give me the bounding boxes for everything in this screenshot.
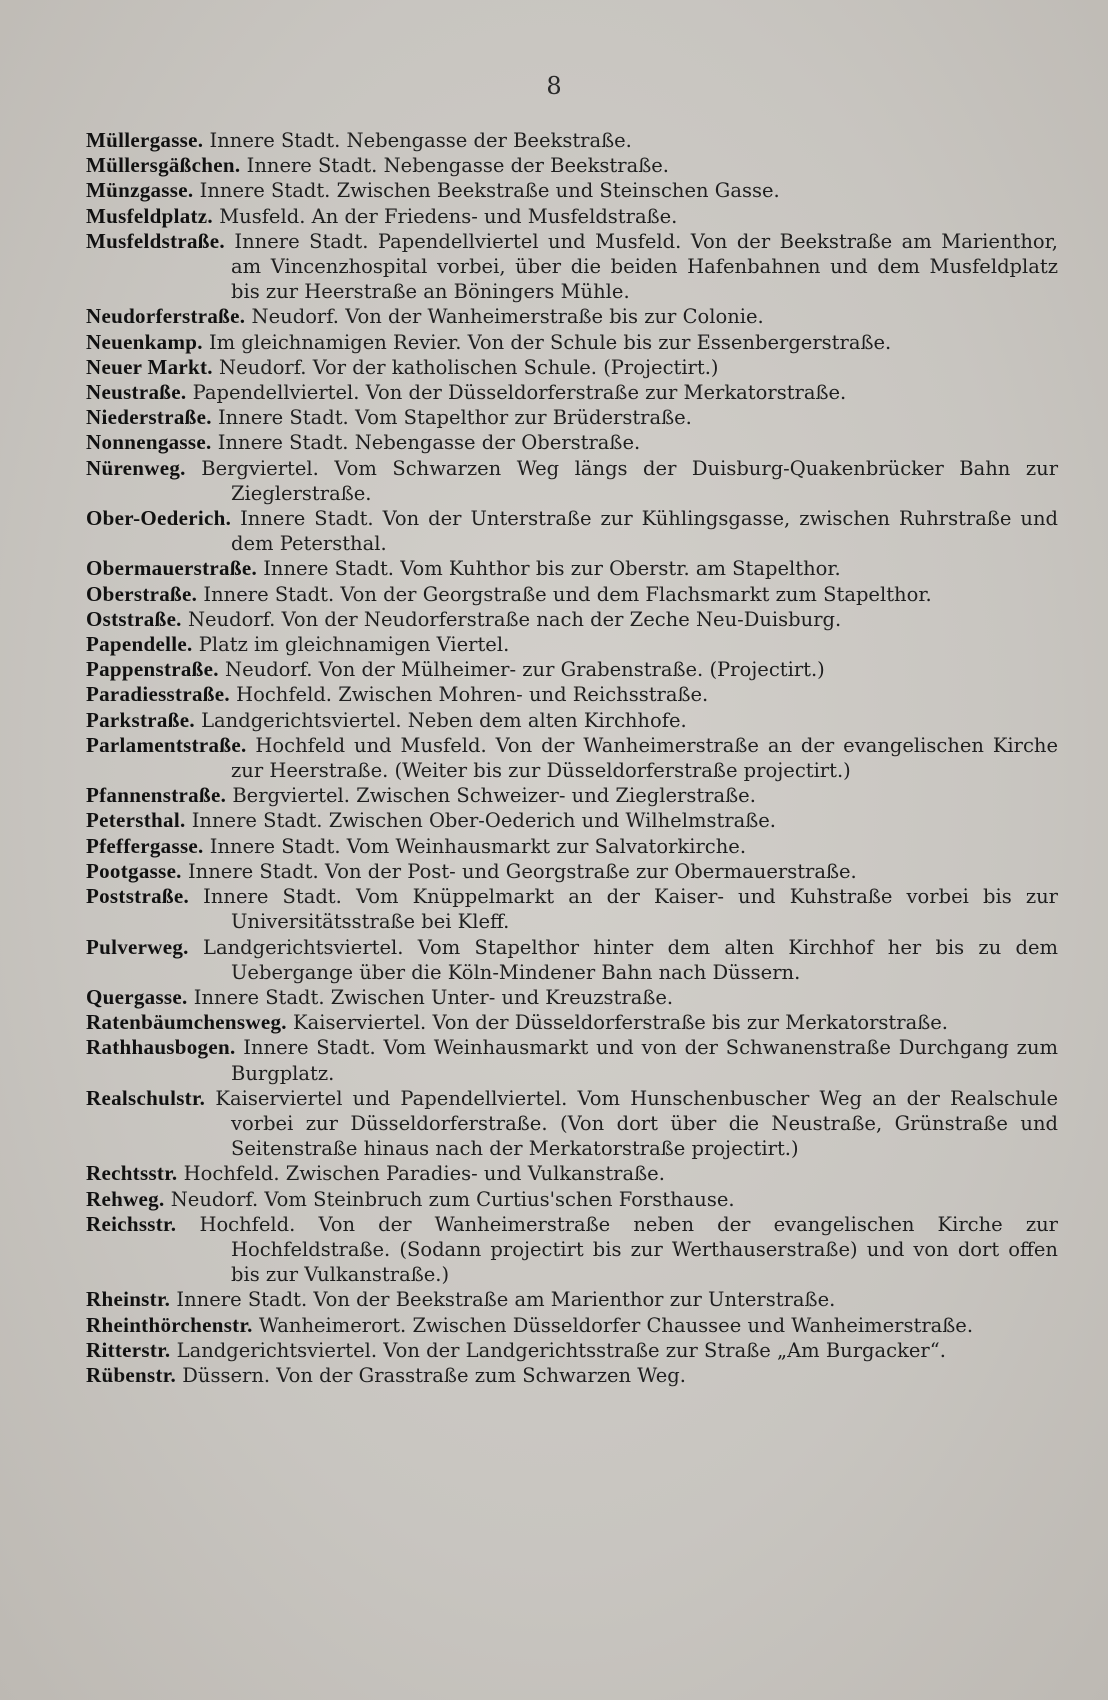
entry-street-name: Müllergasse. bbox=[86, 128, 204, 152]
entry-description: Von der Wanheimerstraße bis zur Colonie. bbox=[345, 305, 764, 329]
entry-street-name: Rübenstr. bbox=[86, 1362, 177, 1387]
directory-entry bbox=[86, 935, 1058, 985]
entry-street-name: Realschulstr. bbox=[86, 1085, 206, 1110]
directory-entry bbox=[86, 1187, 1058, 1212]
entry-description: Nebengasse der Beekstraße. bbox=[346, 129, 632, 152]
entry-district: Neudorf. bbox=[251, 305, 339, 329]
entry-district: Hochfeld und Musfeld. bbox=[255, 733, 487, 757]
entry-district: Platz im gleichnamigen Viertel. bbox=[198, 633, 510, 657]
directory-entry bbox=[86, 682, 1058, 707]
entry-description: Von der Neudorferstraße nach der Zeche Neu-Duisburg. bbox=[281, 607, 842, 631]
entry-street-name: Ratenbäumchensweg. bbox=[86, 1010, 287, 1035]
entry-description: Von der Düsseldorferstraße bis zur Merkatorstraße. bbox=[432, 1011, 948, 1035]
entry-street-name: Reichsstr. bbox=[86, 1211, 177, 1236]
entry-district: Innere Stadt. bbox=[263, 557, 394, 581]
directory-entry bbox=[86, 556, 1058, 581]
entry-description: Von der Grasstraße zum Schwarzen Weg. bbox=[276, 1363, 686, 1387]
entry-district: Innere Stadt. bbox=[176, 1288, 308, 1312]
directory-entry bbox=[86, 1338, 1058, 1363]
entry-description: Zwischen Ober-Oederich und Wilhelmstraße. bbox=[328, 809, 777, 833]
directory-entry bbox=[86, 430, 1058, 455]
directory-entry bbox=[86, 405, 1058, 430]
directory-entry bbox=[86, 330, 1058, 355]
directory-entry bbox=[86, 582, 1058, 607]
entry-street-name: Rathhausbogen. bbox=[86, 1035, 236, 1060]
entry-description: Von der Georgstraße und dem Flachsmarkt zum Stapelthor. bbox=[340, 582, 932, 606]
entry-district: Kaiserviertel. bbox=[293, 1011, 427, 1035]
entry-description: Nebengasse der Oberstraße. bbox=[354, 431, 641, 455]
entry-street-name: Obermauerstraße. bbox=[86, 556, 258, 581]
directory-entry bbox=[86, 985, 1058, 1010]
entry-district: Landgerichtsviertel. bbox=[176, 1338, 378, 1362]
entry-district: Hochfeld. bbox=[183, 1162, 280, 1186]
directory-entry bbox=[86, 783, 1058, 808]
entry-district: Musfeld. bbox=[219, 204, 306, 228]
entry-description: Von der Unterstraße zur Kühlingsgasse, zwischen Ruhrstraße und dem Petersthal. bbox=[231, 507, 1058, 556]
entry-district: Innere Stadt. bbox=[234, 229, 369, 253]
entry-district: Hochfeld. bbox=[236, 683, 333, 707]
entry-street-name: Rechtsstr. bbox=[86, 1161, 178, 1186]
entry-description: Von der Beekstraße am Marienthor zur Unterstraße. bbox=[313, 1288, 836, 1312]
entry-district: Landgerichtsviertel. bbox=[201, 708, 402, 732]
entry-district: Im gleichnamigen Revier. bbox=[208, 330, 462, 354]
entry-district: Papendellviertel. bbox=[192, 381, 360, 405]
entry-district: Neudorf. bbox=[170, 1187, 259, 1211]
directory-entry bbox=[86, 380, 1058, 405]
entry-district: Düssern. bbox=[182, 1363, 271, 1387]
directory-entry bbox=[86, 859, 1058, 884]
entry-street-name: Poststraße. bbox=[86, 884, 190, 909]
entry-street-name: Oststraße. bbox=[86, 606, 182, 631]
entry-description: Papendellviertel und Musfeld. Von der Beekstraße am Marienthor, am Vincenzhospital vorbei, über die beiden Hafenbahnen und dem Musfeldplatz bis zur Heerstraße an Böningers Mühle. bbox=[231, 229, 1059, 304]
directory-entry bbox=[86, 884, 1058, 934]
entry-street-name: Papendelle. bbox=[86, 632, 193, 657]
directory-entry bbox=[86, 708, 1058, 733]
directory-entry bbox=[86, 204, 1058, 229]
directory-entry bbox=[86, 128, 1058, 153]
entry-district: Innere Stadt. bbox=[209, 834, 341, 858]
entry-description: Vom Kuhthor bis zur Oberstr. am Stapelthor. bbox=[400, 557, 841, 581]
entry-district: Hochfeld. bbox=[199, 1212, 296, 1236]
entry-district: Kaiserviertel und Papendellviertel. bbox=[215, 1086, 568, 1110]
entry-description: Von der Wanheimerstraße an der evangelischen Kirche zur Heerstraße. (Weiter bis zur Düsseldorferstraße projectirt.) bbox=[231, 733, 1059, 783]
directory-entry bbox=[86, 632, 1058, 657]
entry-district: Innere Stadt. bbox=[193, 985, 325, 1009]
entry-description: Vom Steinbruch zum Curtius'schen Forsthause. bbox=[264, 1187, 735, 1211]
directory-entry bbox=[86, 1035, 1058, 1085]
entry-street-name: Pootgasse. bbox=[86, 858, 182, 883]
entry-description: Zwischen Schweizer- und Zieglerstraße. bbox=[356, 784, 756, 808]
entry-street-name: Pfeffergasse. bbox=[86, 833, 204, 858]
entry-description: Zwischen Paradies- und Vulkanstraße. bbox=[285, 1162, 665, 1186]
entry-street-name: Paradiesstraße. bbox=[86, 682, 230, 707]
entry-description: Vom Weinhausmarkt zur Salvatorkirche. bbox=[346, 834, 747, 858]
entry-street-name: Müllersgäßchen. bbox=[86, 153, 241, 178]
entry-district: Neudorf. bbox=[225, 658, 313, 682]
entry-street-name: Nonnengasse. bbox=[86, 430, 212, 455]
entry-description: Von der Wanheimerstraße neben der evangelischen Kirche zur Hochfeldstraße. (Sodann projectirt bis zur Werthauserstraße) und von dort offen bis zur Vulkanstraße.) bbox=[231, 1212, 1058, 1287]
entry-street-name: Quergasse. bbox=[86, 984, 188, 1009]
directory-entry bbox=[86, 456, 1058, 506]
entry-description: Zwischen Düsseldorfer Chaussee und Wanheimerstraße. bbox=[412, 1313, 974, 1337]
entry-street-name: Rheinthörchenstr. bbox=[86, 1312, 253, 1337]
directory-entry bbox=[86, 1363, 1058, 1388]
entry-district: Innere Stadt. bbox=[203, 582, 335, 606]
entry-district: Wanheimerort. bbox=[258, 1313, 407, 1337]
entry-street-name: Neustraße. bbox=[86, 380, 187, 405]
directory-entry bbox=[86, 1287, 1058, 1312]
entry-district: Innere Stadt. bbox=[240, 507, 374, 531]
entry-description: Neben dem alten Kirchhofe. bbox=[407, 708, 687, 732]
entry-street-name: Pulverweg. bbox=[86, 934, 189, 959]
entry-street-name: Neuenkamp. bbox=[86, 329, 203, 354]
entry-street-name: Petersthal. bbox=[86, 808, 186, 833]
entry-description: Von der Düsseldorferstraße zur Merkatorstraße. bbox=[365, 381, 847, 405]
entry-street-name: Neudorferstraße. bbox=[86, 304, 246, 329]
entry-district: Neudorf. bbox=[187, 607, 276, 631]
directory-entry bbox=[86, 178, 1058, 203]
directory-entry bbox=[86, 1086, 1058, 1162]
page-number: 8 bbox=[546, 72, 562, 100]
entry-street-name: Musfeldplatz. bbox=[86, 203, 213, 228]
directory-entry bbox=[86, 229, 1058, 305]
entry-street-name: Neuer Markt. bbox=[86, 354, 213, 379]
entry-district: Neudorf. bbox=[219, 355, 307, 379]
entry-district: Bergviertel. bbox=[201, 456, 319, 480]
entry-description: Zwischen Beekstraße und Steinschen Gasse. bbox=[336, 179, 780, 203]
entry-district: Innere Stadt. bbox=[203, 885, 342, 909]
entry-description: Vom Schwarzen Weg längs der Duisburg-Quakenbrücker Bahn zur Zieglerstraße. bbox=[231, 456, 1059, 505]
entry-description: Von der Schule bis zur Essenbergerstraße. bbox=[467, 330, 892, 354]
entry-district: Innere Stadt. bbox=[199, 179, 331, 203]
directory-entry bbox=[86, 1010, 1058, 1035]
entry-district: Innere Stadt. bbox=[246, 154, 378, 178]
entry-district: Innere Stadt. bbox=[243, 1036, 376, 1060]
entry-street-name: Pappenstraße. bbox=[86, 657, 219, 682]
directory-entry bbox=[86, 607, 1058, 632]
directory-entry bbox=[86, 1161, 1058, 1186]
entry-street-name: Parlamentstraße. bbox=[86, 732, 247, 757]
entry-description: Von der Post- und Georgstraße zur Obermauerstraße. bbox=[324, 859, 857, 883]
entry-district: Innere Stadt. bbox=[217, 406, 349, 430]
entry-district: Landgerichtsviertel. bbox=[203, 935, 404, 959]
entry-street-name: Ritterstr. bbox=[86, 1337, 171, 1362]
entry-description: Vom Stapelthor zur Brüderstraße. bbox=[354, 406, 692, 430]
directory-entry bbox=[86, 153, 1058, 178]
entry-street-name: Nürenweg. bbox=[86, 455, 186, 480]
entry-district: Innere Stadt. bbox=[217, 431, 349, 455]
entry-street-name: Musfeldstraße. bbox=[86, 228, 225, 253]
entry-street-name: Niederstraße. bbox=[86, 405, 212, 430]
entry-description: Vom Weinhausmarkt und von der Schwanenstraße Durchgang zum Burgplatz. bbox=[231, 1036, 1059, 1085]
entry-description: Vom Knüppelmarkt an der Kaiser- und Kuhstraße vorbei bis zur Universitätsstraße bei Kleff. bbox=[231, 885, 1058, 934]
entry-district: Innere Stadt. bbox=[187, 859, 319, 883]
directory-entry bbox=[86, 834, 1058, 859]
entry-description: Zwischen Unter- und Kreuzstraße. bbox=[330, 985, 674, 1009]
directory-entry bbox=[86, 355, 1058, 380]
directory-entry bbox=[86, 304, 1058, 329]
entry-description: Von der Mülheimer- zur Grabenstraße. (Projectirt.) bbox=[318, 658, 825, 682]
street-directory-list bbox=[86, 128, 1058, 1388]
entry-district: Innere Stadt. bbox=[209, 129, 341, 152]
entry-street-name: Ober-Oederich. bbox=[86, 506, 232, 531]
entry-district: Innere Stadt. bbox=[191, 809, 323, 833]
entry-description: Nebengasse der Beekstraße. bbox=[383, 154, 669, 178]
directory-entry bbox=[86, 506, 1058, 556]
entry-street-name: Rheinstr. bbox=[86, 1287, 171, 1312]
entry-street-name: Pfannenstraße. bbox=[86, 783, 227, 808]
entry-description: An der Friedens- und Musfeldstraße. bbox=[311, 204, 678, 228]
entry-street-name: Münzgasse. bbox=[86, 178, 194, 203]
directory-entry bbox=[86, 808, 1058, 833]
entry-description: Vom Stapelthor hinter dem alten Kirchhof her bis zu dem Uebergange über die Köln-Mindener Bahn nach Düssern. bbox=[231, 935, 1059, 984]
entry-description: Zwischen Mohren- und Reichsstraße. bbox=[338, 683, 709, 707]
entry-description: Vor der katholischen Schule. (Projectirt.) bbox=[312, 355, 719, 379]
directory-entry bbox=[86, 1313, 1058, 1338]
directory-entry bbox=[86, 657, 1058, 682]
entry-description: Vom Hunschenbuscher Weg an der Realschule vorbei zur Düsseldorferstraße. (Von dort über die Neustraße, Grünstraße und Seitenstraße hinaus nach der Merkatorstraße projectirt.) bbox=[231, 1086, 1059, 1161]
entry-street-name: Parkstraße. bbox=[86, 707, 195, 732]
entry-street-name: Rehweg. bbox=[86, 1186, 165, 1211]
directory-entry bbox=[86, 733, 1058, 783]
entry-street-name: Oberstraße. bbox=[86, 581, 198, 606]
entry-description: Von der Landgerichtsstraße zur Straße „Am Burgacker“. bbox=[383, 1338, 946, 1362]
directory-entry bbox=[86, 1212, 1058, 1288]
entry-district: Bergviertel. bbox=[232, 784, 350, 808]
